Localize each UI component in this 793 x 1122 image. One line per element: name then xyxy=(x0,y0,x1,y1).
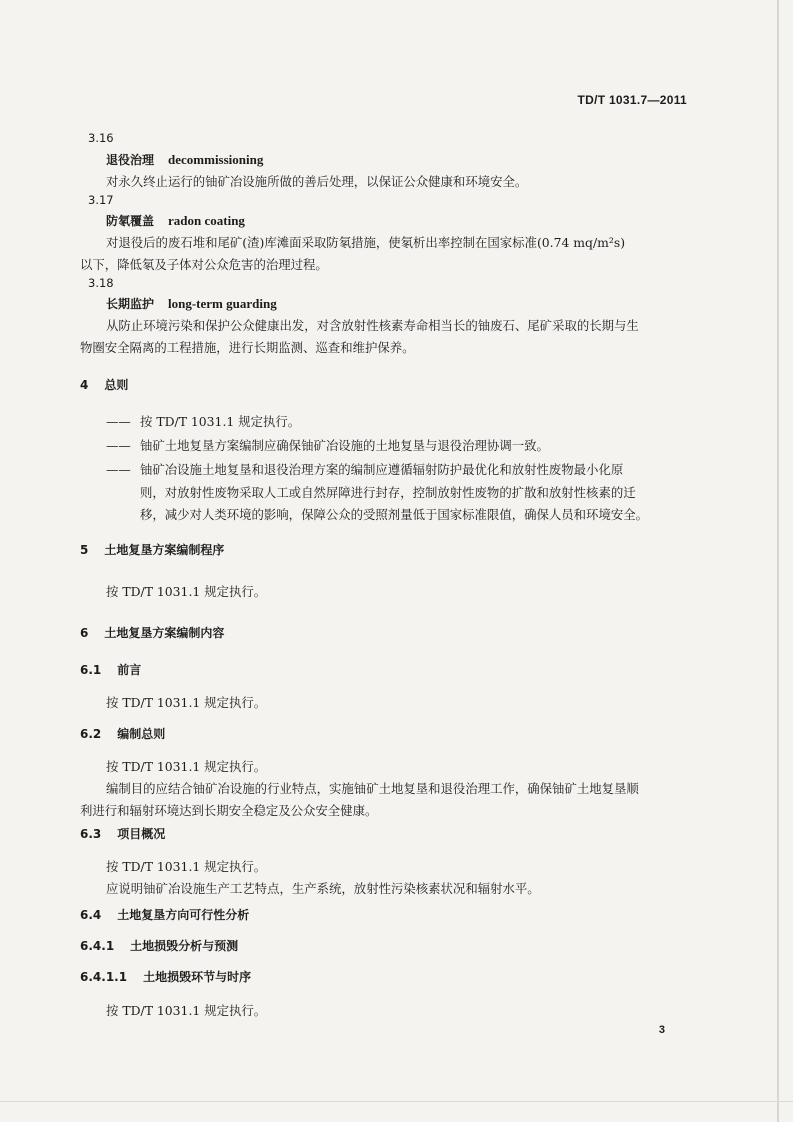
subsection-title: 编制总则 xyxy=(117,727,166,741)
paragraph: 按 TD/T 1031.1 规定执行。 xyxy=(106,584,267,599)
section-number: 5 xyxy=(80,543,89,557)
term-cn: 防氡覆盖 xyxy=(106,214,155,228)
list-item xyxy=(106,458,623,482)
section-title: 总则 xyxy=(104,378,129,392)
paragraph: 利进行和辐射环境达到长期安全稳定及公众安全健康。 xyxy=(80,803,378,818)
subsection-title: 前言 xyxy=(117,663,142,677)
subsection-number: 6.3 xyxy=(80,827,102,841)
scan-edge-shadow xyxy=(777,0,779,1122)
scan-bottom-edge xyxy=(0,1101,793,1102)
subsection-title: 土地损毁环节与时序 xyxy=(143,970,252,984)
dash-bullet: —— xyxy=(106,462,131,477)
list-item-continuation: 移，减少对人类环境的影响，保障公众的受照剂量低于国家标准限值，确保人员和环境安全。 xyxy=(140,507,649,522)
term-en: long-term guarding xyxy=(168,296,277,311)
subsection-number: 6.1 xyxy=(80,663,102,677)
term-cn: 退役治理 xyxy=(106,153,155,167)
subsection-heading xyxy=(80,826,165,843)
list-item-text: 铀矿冶设施土地复垦和退役治理方案的编制应遵循辐射防护最优化和放射性废物最小化原 xyxy=(140,462,624,477)
term-definition: 对永久终止运行的铀矿冶设施所做的善后处理，以保证公众健康和环境安全。 xyxy=(106,174,528,189)
paragraph: 按 TD/T 1031.1 规定执行。 xyxy=(106,695,267,710)
dash-bullet: —— xyxy=(106,438,131,453)
term-cn: 长期监护 xyxy=(106,297,155,311)
paragraph: 编制目的应结合铀矿冶设施的行业特点，实施铀矿土地复垦和退役治理工作，确保铀矿土地复垦顺 xyxy=(106,781,639,796)
subsection-title: 项目概况 xyxy=(117,827,166,841)
term-en: radon coating xyxy=(168,213,245,228)
term-number: 3.18 xyxy=(88,276,114,290)
paragraph: 按 TD/T 1031.1 规定执行。 xyxy=(106,1003,267,1018)
section-heading xyxy=(80,625,224,642)
term-definition: 对退役后的废石堆和尾矿(渣)库滩面采取防氡措施，使氡析出率控制在国家标准(0.74 mq/m²s) xyxy=(106,235,626,250)
paragraph: 按 TD/T 1031.1 规定执行。 xyxy=(106,859,267,874)
paragraph: 按 TD/T 1031.1 规定执行。 xyxy=(106,759,267,774)
subsection-heading xyxy=(80,726,165,743)
paragraph: 应说明铀矿冶设施生产工艺特点，生产系统，放射性污染核素状况和辐射水平。 xyxy=(106,881,540,896)
list-item-continuation: 则，对放射性废物采取人工或自然屏障进行封存，控制放射性废物的扩散和放射性核素的迁 xyxy=(140,485,636,500)
standard-code: TD/T 1031.7—2011 xyxy=(577,93,687,107)
page-number: 3 xyxy=(658,1024,665,1036)
subsection-title: 土地复垦方向可行性分析 xyxy=(117,908,250,922)
section-heading xyxy=(80,542,224,559)
list-item-text: 按 TD/T 1031.1 规定执行。 xyxy=(140,414,301,429)
term-definition: 从防止环境污染和保护公众健康出发，对含放射性核素寿命相当长的铀废石、尾矿采取的长期与生 xyxy=(106,318,639,333)
term-en: decommissioning xyxy=(168,152,264,167)
subsection-number: 6.4 xyxy=(80,908,102,922)
subsection-heading xyxy=(80,662,141,679)
section-title: 土地复垦方案编制内容 xyxy=(104,626,225,640)
section-number: 4 xyxy=(80,378,89,392)
list-item xyxy=(106,434,549,458)
section-number: 6 xyxy=(80,626,89,640)
subsection-number: 6.2 xyxy=(80,727,102,741)
section-title: 土地复垦方案编制程序 xyxy=(104,543,225,557)
dash-bullet: —— xyxy=(106,414,131,429)
term-heading xyxy=(106,295,277,313)
subsection-heading xyxy=(80,938,238,955)
term-definition: 物圈安全隔离的工程措施，进行长期监测、巡查和维护保养。 xyxy=(80,340,415,355)
subsection-heading xyxy=(80,969,251,986)
term-heading xyxy=(106,151,263,169)
term-definition: 以下，降低氡及子体对公众危害的治理过程。 xyxy=(80,257,328,272)
term-number: 3.16 xyxy=(88,131,114,145)
subsection-number: 6.4.1.1 xyxy=(80,970,128,984)
term-heading xyxy=(106,212,245,230)
subsection-heading xyxy=(80,907,249,924)
list-item-text: 铀矿土地复垦方案编制应确保铀矿冶设施的土地复垦与退役治理协调一致。 xyxy=(140,438,549,453)
subsection-title: 土地损毁分析与预测 xyxy=(130,939,239,953)
section-heading xyxy=(80,377,128,394)
term-number: 3.17 xyxy=(88,193,114,207)
list-item xyxy=(106,410,300,434)
subsection-number: 6.4.1 xyxy=(80,939,115,953)
